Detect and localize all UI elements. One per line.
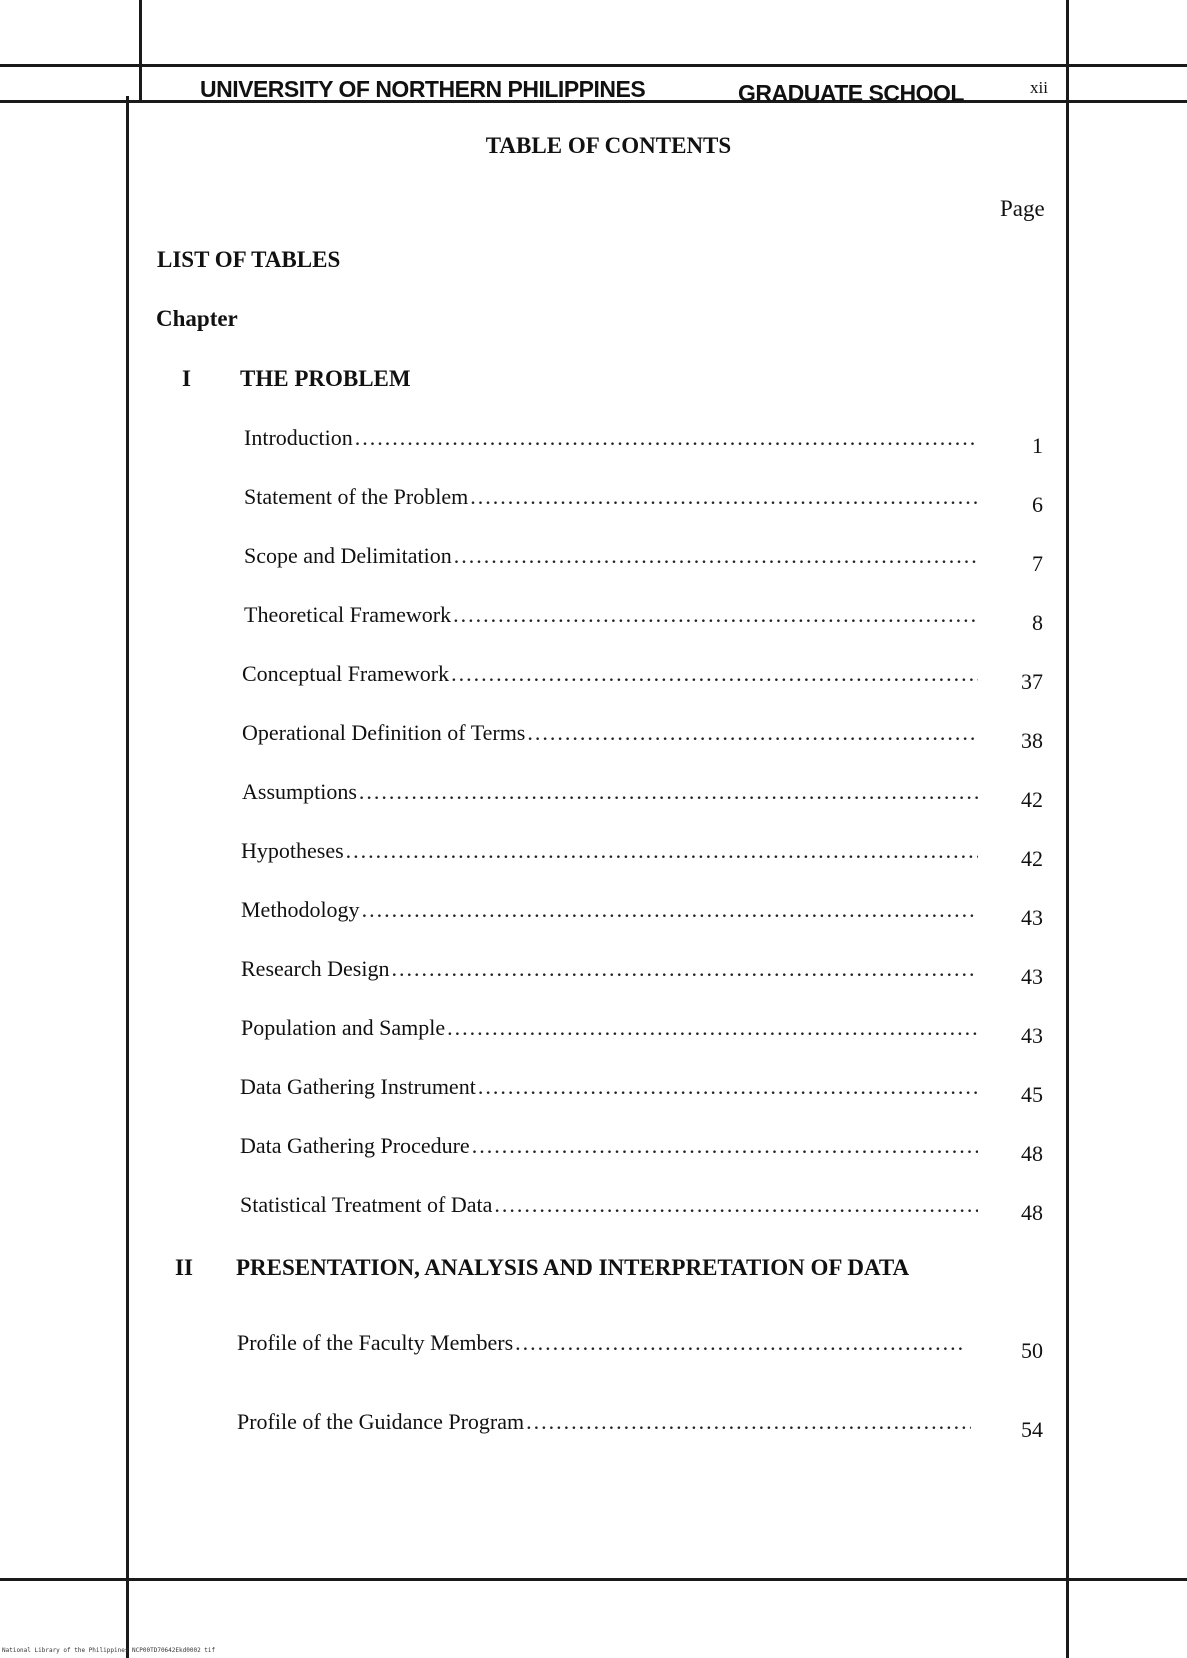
toc-entry[interactable] [241,1015,984,1045]
toc-entry-label: Scope and Delimitation [244,543,452,568]
toc-entry[interactable] [244,484,984,514]
school-name: GRADUATE SCHOOL [738,80,964,106]
scan-footer: National Library of the Philippines NCP00TD70642Ekd0002 tif [2,1647,216,1654]
toc-entry[interactable] [242,779,984,809]
dot-leader [359,779,978,805]
chapter-2-numeral: II [175,1255,193,1280]
dot-leader [346,838,978,864]
toc-entry[interactable] [241,956,984,986]
toc-entry[interactable] [244,425,984,455]
toc-entry-page: 43 [1021,964,1043,989]
toc-entry-page: 48 [1021,1141,1043,1166]
toc-entry[interactable] [241,897,984,927]
toc-entry[interactable] [237,1330,972,1360]
list-of-tables-heading: LIST OF TABLES [157,247,341,272]
toc-entry-label: Assumptions [242,779,357,804]
toc-entry-label: Introduction [244,425,353,450]
toc-entry-label: Profile of the Faculty Members [237,1330,514,1355]
chapter-1-numeral: I [182,366,191,391]
dot-leader [478,1074,978,1100]
toc-entry-label: Population and Sample [241,1015,446,1040]
roman-page-number: xii [1030,78,1048,97]
page-title: TABLE OF CONTENTS [485,133,732,158]
dot-leader [526,1409,971,1435]
toc-entry[interactable] [240,1192,984,1222]
toc-entry-page: 8 [1032,610,1043,635]
frame-right-rule [1066,0,1069,1658]
page-column-label: Page [1000,196,1045,221]
toc-entry[interactable] [237,1409,977,1439]
toc-entry-label: Methodology [241,897,360,922]
toc-entry-page: 7 [1032,551,1043,576]
toc-entry-label: Data Gathering Instrument [240,1074,476,1099]
dot-leader [453,602,978,628]
toc-entry-page: 42 [1021,787,1043,812]
dot-leader [362,897,978,923]
toc-entry-page: 50 [1021,1338,1043,1363]
toc-entry[interactable] [244,602,984,632]
toc-entry-page: 1 [1032,433,1043,458]
toc-entry-label: Statistical Treatment of Data [240,1192,493,1217]
header-top-rule [0,64,1187,67]
chapter-label: Chapter [156,306,238,331]
toc-entry[interactable] [242,661,984,691]
dot-leader [527,720,978,746]
toc-entry-label: Theoretical Framework [244,602,452,627]
dot-leader [451,661,978,687]
toc-entry[interactable] [240,1133,984,1163]
toc-entry-page: 43 [1021,1023,1043,1048]
dot-leader [447,1015,978,1041]
toc-entry-page: 42 [1021,846,1043,871]
dot-leader [391,956,978,982]
frame-left-rule [139,0,142,100]
toc-entry-label: Research Design [241,956,390,981]
toc-entry-page: 45 [1021,1082,1043,1107]
toc-entry-page: 43 [1021,905,1043,930]
dot-leader [515,1330,966,1356]
dot-leader [355,425,978,451]
dot-leader [470,484,978,510]
toc-entry-label: Operational Definition of Terms [242,720,526,745]
dot-leader [494,1192,978,1218]
toc-entry-label: Statement of the Problem [244,484,469,509]
university-name: UNIVERSITY OF NORTHERN PHILIPPINES [200,76,646,102]
chapter-2-title: PRESENTATION, ANALYSIS AND INTERPRETATION OF DATA [236,1255,910,1280]
toc-entry[interactable] [242,720,984,750]
chapter-1-title: THE PROBLEM [240,366,411,391]
toc-entry[interactable] [240,1074,984,1104]
toc-entry[interactable] [244,543,984,573]
dot-leader [472,1133,978,1159]
toc-entry-label: Hypotheses [241,838,344,863]
toc-entry-page: 38 [1021,728,1043,753]
toc-entry-page: 48 [1021,1200,1043,1225]
toc-entry-label: Data Gathering Procedure [240,1133,470,1158]
toc-entry-label: Conceptual Framework [242,661,450,686]
toc-entry-page: 6 [1032,492,1043,517]
toc-entry-label: Profile of the Guidance Program [237,1409,525,1434]
toc-entry-page: 54 [1021,1417,1043,1442]
dot-leader [454,543,978,569]
footer-rule [0,1578,1187,1581]
toc-entry-page: 37 [1021,669,1043,694]
toc-entry[interactable] [241,838,984,868]
frame-left-rule-main [126,96,129,1658]
